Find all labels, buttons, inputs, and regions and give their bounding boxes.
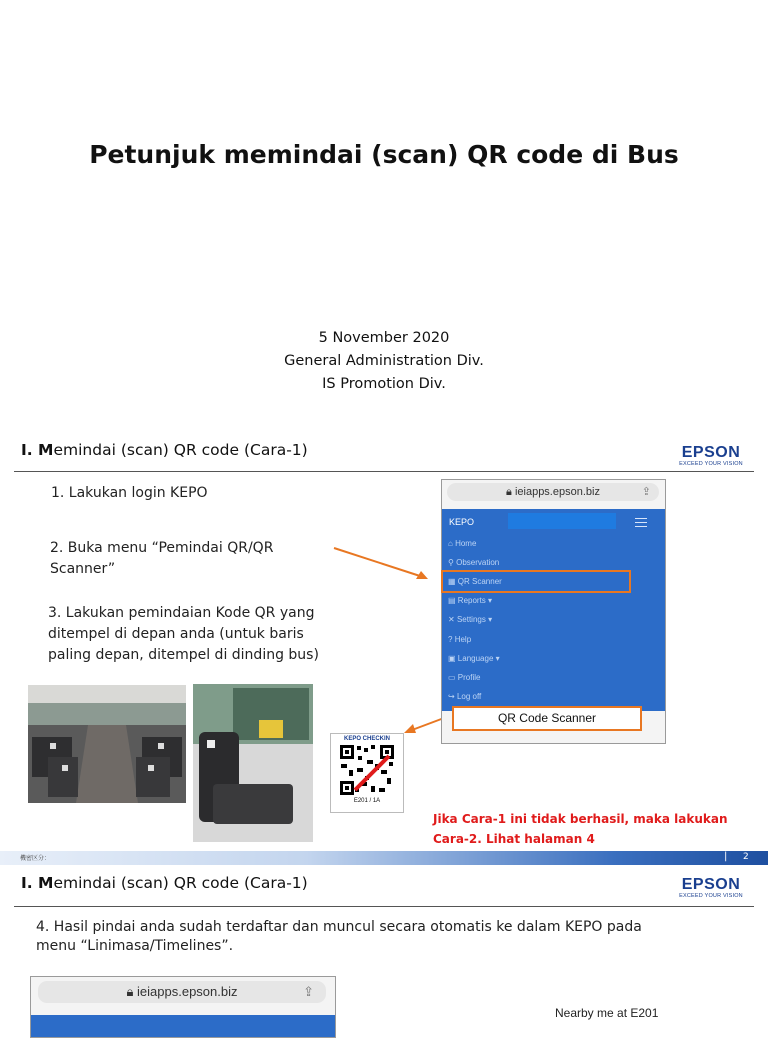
- qr-card-header: KEPO CHECKIN: [343, 736, 390, 742]
- cover-title: Petunjuk memindai (scan) QR code di Bus: [89, 140, 679, 169]
- menu-item-help: [448, 635, 471, 644]
- arrow-to-qr-scanner-menu: [334, 548, 420, 576]
- menu-item-observation: [448, 558, 499, 567]
- observation-icon: ⚲: [448, 558, 454, 567]
- page-number: 2: [743, 852, 749, 862]
- slide3-title-rule: [14, 906, 754, 907]
- log-off-icon: ↪: [448, 692, 455, 701]
- browser-url-bar-timeline: [38, 981, 326, 1003]
- menu-item-profile-label: Profile: [457, 673, 481, 682]
- qr-code-scanner-callout: QR Code Scanner: [452, 706, 642, 731]
- step3-line1: 3. Lakukan pemindaian Kode QR yang: [48, 605, 315, 621]
- browser-url-bar: [447, 483, 659, 501]
- qr-code-image: [331, 742, 403, 798]
- footer-separator: |: [724, 851, 728, 862]
- language-icon: ▣: [448, 654, 456, 663]
- fallback-note-line2: Cara-2. Lihat halaman 4: [433, 832, 595, 846]
- lock-icon-timeline: 🔒︎: [126, 984, 134, 999]
- step1-text: 1. Lakukan login KEPO: [51, 485, 208, 501]
- step3-line2: ditempel di depan anda (untuk baris: [48, 626, 304, 642]
- epson-logo-slide3: [678, 877, 744, 900]
- qr-card-code: E201 / 1A: [353, 798, 381, 804]
- slide3-title: [21, 874, 308, 892]
- menu-item-reports: [448, 596, 492, 605]
- kepo-app-name: KEPO: [449, 517, 475, 527]
- url-text: ieiapps.epson.biz: [514, 486, 600, 498]
- cover-dept-general: General Administration Div.: [284, 353, 484, 369]
- step2-line2: Scanner”: [50, 561, 116, 577]
- step4-line1: 4. Hasil pindai anda sudah terdaftar dan muncul secara otomatis ke dalam KEPO pada: [36, 919, 642, 935]
- share-icon: ⇪: [641, 486, 651, 498]
- reports-icon: ▤: [448, 596, 456, 605]
- bus-seat-illustration: [193, 684, 313, 842]
- kepo-search-box: [508, 513, 616, 529]
- epson-logo-tagline: EXCEED YOUR VISION: [679, 461, 743, 467]
- menu-item-log-off: [448, 692, 481, 701]
- menu-item-language: [448, 654, 500, 663]
- slide2-title-rest: emindai (scan) QR code (Cara-1): [53, 441, 308, 459]
- step3-line3: paling depan, ditempel di dinding bus): [48, 647, 319, 663]
- menu-item-reports-label: Reports ▾: [457, 596, 493, 605]
- qr-scanner-highlight: [441, 570, 631, 593]
- step2-line1: 2. Buka menu “Pemindai QR/QR: [50, 540, 274, 556]
- menu-item-log-off-label: Log off: [456, 692, 482, 701]
- slide3-title-prefix: I. M: [21, 874, 54, 892]
- footer-classification-label: 機密区分：: [20, 855, 51, 862]
- menu-item-home-label: Home: [455, 539, 477, 548]
- epson-logo-word: EPSON: [681, 444, 741, 461]
- menu-item-language-label: Language ▾: [457, 654, 500, 663]
- step4-line2: menu “Linimasa/Timelines”.: [36, 938, 234, 954]
- cover-date: 5 November 2020: [318, 330, 450, 346]
- phone-screenshot-timeline: [30, 976, 336, 1038]
- menu-item-observation-label: Observation: [456, 558, 500, 567]
- bus-seat-photo: [193, 684, 313, 842]
- kepo-menu-panel: [442, 509, 665, 711]
- menu-item-qr-scanner-label: QR Scanner: [457, 577, 502, 586]
- menu-item-profile: [448, 673, 480, 682]
- phone-screenshot: [441, 479, 666, 744]
- help-icon: ?: [448, 635, 453, 644]
- menu-item-help-label: Help: [454, 635, 472, 644]
- menu-item-settings: [448, 615, 492, 624]
- arrow-to-qr-card-head: [404, 724, 416, 733]
- share-icon-timeline: ⇪: [303, 984, 314, 999]
- hamburger-menu-icon: [635, 515, 647, 530]
- url-text-timeline: ieiapps.epson.biz: [137, 984, 238, 999]
- fallback-note-line1: Jika Cara-1 ini tidak berhasil, maka lakukan: [433, 812, 728, 826]
- slide3-title-rest: emindai (scan) QR code (Cara-1): [53, 874, 308, 892]
- kepo-header-bar-timeline: [31, 1015, 335, 1037]
- lock-icon: 🔒︎: [506, 486, 512, 498]
- slide2-title-prefix: I. M: [21, 441, 54, 459]
- step4-text: [36, 918, 642, 956]
- qr-checkin-card: [330, 733, 404, 813]
- epson-logo-word-slide3: EPSON: [681, 876, 741, 893]
- slide-footer-bar: [0, 851, 768, 865]
- nearby-location-text: Nearby me at E201: [555, 1006, 659, 1020]
- fallback-note: [433, 809, 728, 849]
- bus-interior-illustration: [28, 685, 186, 803]
- qr-icon: ▦: [448, 577, 456, 586]
- cover-dept-is: IS Promotion Div.: [322, 376, 446, 392]
- menu-item-settings-label: Settings ▾: [456, 615, 493, 624]
- menu-item-home: [448, 539, 476, 548]
- home-icon: ⌂: [448, 539, 453, 548]
- epson-logo-tagline-slide3: EXCEED YOUR VISION: [679, 893, 743, 899]
- settings-icon: ✕: [448, 615, 455, 624]
- profile-icon: ▭: [448, 673, 456, 682]
- bus-interior-photo: [28, 685, 186, 803]
